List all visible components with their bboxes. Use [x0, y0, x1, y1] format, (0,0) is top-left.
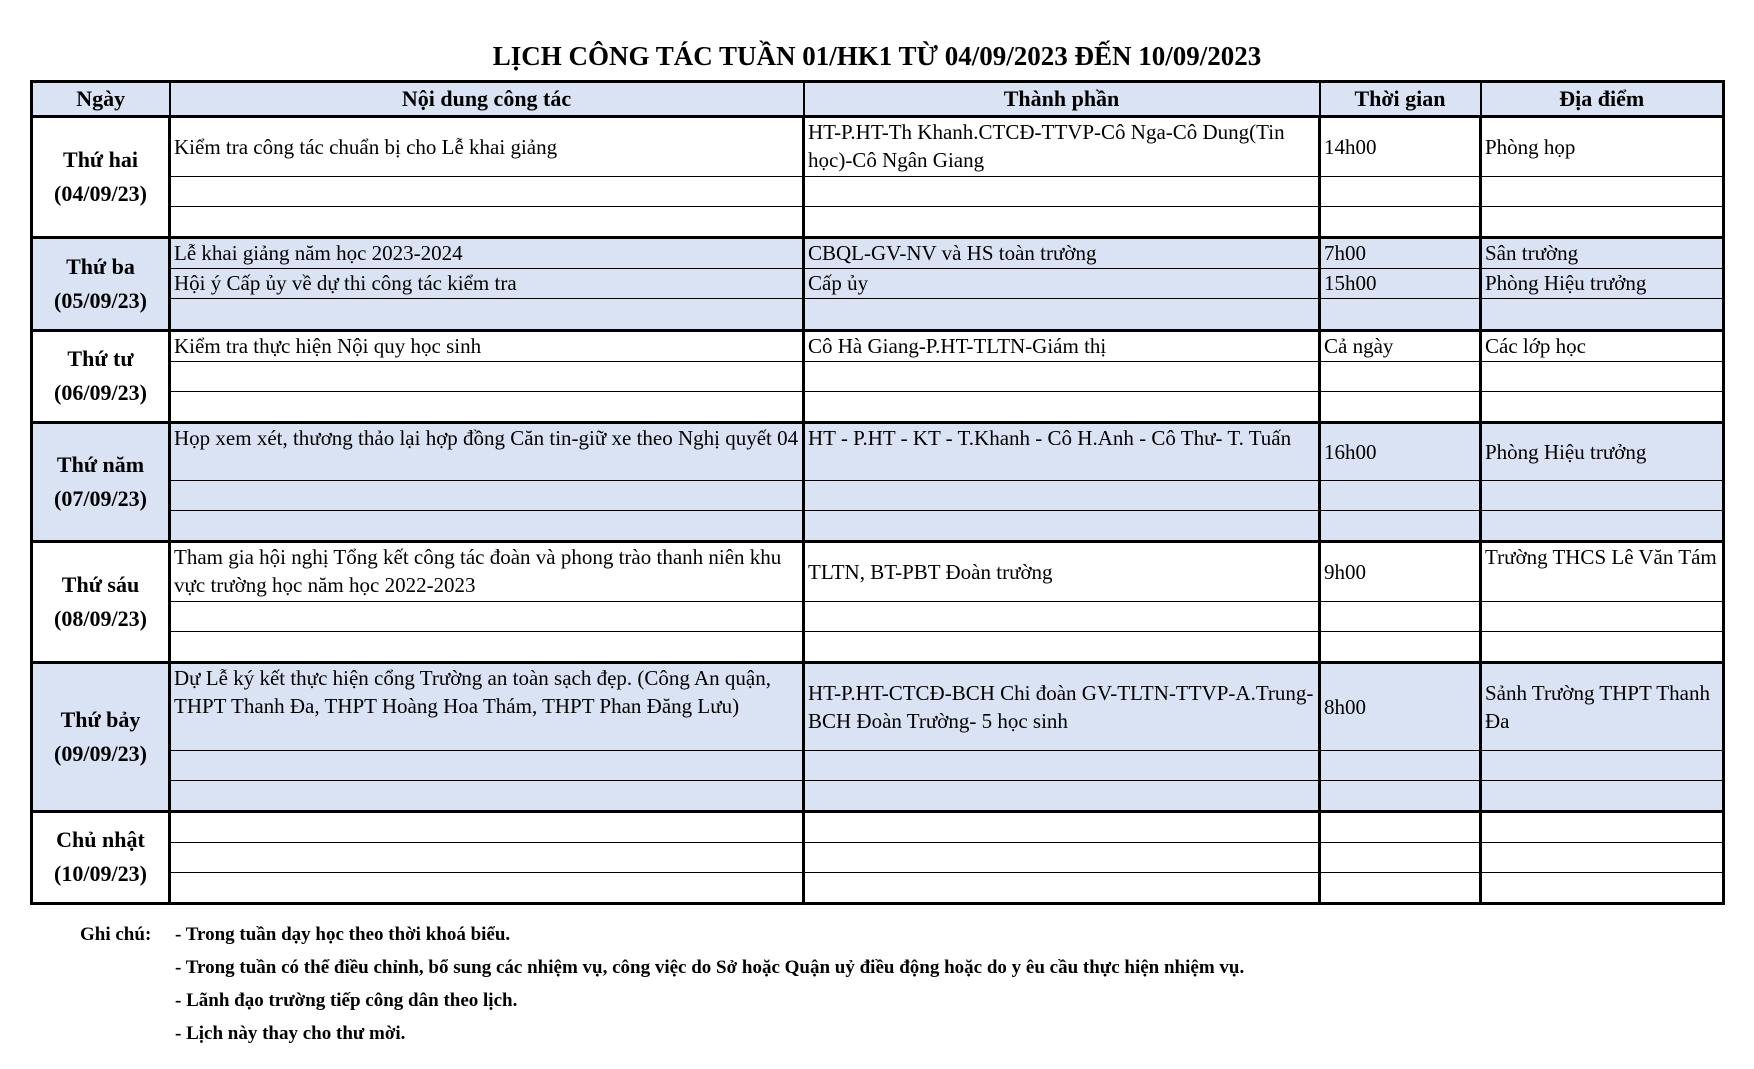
day-name: Thứ tư [67, 346, 134, 372]
day-date: (08/09/23) [54, 606, 147, 632]
notes-section [80, 918, 1244, 1050]
table-row [32, 602, 1724, 632]
content-cell: Tham gia hội nghị Tổng kết công tác đoàn và phong trào thanh niên khu vực trường học năm học 2022-2023 [170, 542, 804, 602]
schedule-table [30, 80, 1725, 905]
day-name: Thứ hai [63, 147, 138, 173]
members-cell: Cô Hà Giang-P.HT-TLTN-Giám thị [804, 330, 1320, 361]
header-members: Thành phần [804, 82, 1320, 117]
day-date: (07/09/23) [54, 485, 147, 511]
table-row [32, 422, 1724, 480]
time-cell: 14h00 [1320, 117, 1481, 177]
day-name: Chủ nhật [56, 827, 145, 853]
day-cell [32, 542, 170, 663]
content-cell: Dự Lễ ký kết thực hiện cổng Trường an toàn sạch đẹp. (Công An quận, THPT Thanh Đa, THPT Hoàng Hoa Thám, THPT Phan Đăng Lưu) [170, 663, 804, 750]
note-item: - Trong tuần có thể điều chỉnh, bổ sung các nhiệm vụ, công việc do Sở hoặc Quận uỷ điều động hoặc do y êu cầu thực hiện nhiệm vụ. [175, 957, 1245, 978]
header-row [32, 82, 1724, 117]
day-group-monday [32, 117, 1724, 238]
time-cell: 7h00 [1320, 238, 1481, 269]
note-item: - Lãnh đạo trường tiếp công dân theo lịch. [175, 990, 518, 1011]
day-date: (05/09/23) [54, 287, 147, 313]
members-cell: Cấp ủy [804, 269, 1320, 299]
header-content: Nội dung công tác [170, 82, 804, 117]
day-date: (10/09/23) [54, 861, 147, 887]
time-cell: 9h00 [1320, 542, 1481, 602]
header-time: Thời gian [1320, 82, 1481, 117]
content-cell: Hội ý Cấp ủy về dự thi công tác kiểm tra [170, 269, 804, 299]
table-row [32, 842, 1724, 872]
table-row [32, 542, 1724, 602]
header-day: Ngày [32, 82, 170, 117]
table-row [32, 872, 1724, 903]
content-cell: Họp xem xét, thương thảo lại hợp đồng Căn tin-giữ xe theo Nghị quyết 04 [170, 422, 804, 480]
place-cell: Trường THCS Lê Văn Tám [1481, 542, 1724, 602]
day-group-sunday [32, 811, 1724, 903]
table-row [32, 480, 1724, 510]
members-cell: HT-P.HT-Th Khanh.CTCĐ-TTVP-Cô Nga-Cô Dung(Tin học)-Cô Ngân Giang [804, 117, 1320, 177]
table-row [32, 750, 1724, 780]
table-row [32, 361, 1724, 391]
place-cell: Phòng Hiệu trưởng [1481, 422, 1724, 480]
time-cell: 15h00 [1320, 269, 1481, 299]
table-row [32, 632, 1724, 663]
content-cell: Kiểm tra thực hiện Nội quy học sinh [170, 330, 804, 361]
time-cell: Cả ngày [1320, 330, 1481, 361]
table-row [32, 811, 1724, 842]
day-group-wednesday [32, 330, 1724, 422]
place-cell: Phòng họp [1481, 117, 1724, 177]
day-cell [32, 663, 170, 811]
day-date: (06/09/23) [54, 380, 147, 406]
time-cell: 16h00 [1320, 422, 1481, 480]
day-cell [32, 238, 170, 330]
note-item: - Lịch này thay cho thư mời. [175, 1023, 406, 1044]
day-group-saturday [32, 663, 1724, 811]
day-group-friday [32, 542, 1724, 663]
note-item: - Trong tuần dạy học theo thời khoá biểu. [175, 924, 511, 945]
day-name: Thứ sáu [61, 572, 140, 598]
place-cell: Sân trường [1481, 238, 1724, 269]
table-row [32, 330, 1724, 361]
table-row [32, 663, 1724, 750]
place-cell: Phòng Hiệu trưởng [1481, 269, 1724, 299]
day-date: (04/09/23) [54, 181, 147, 207]
day-name: Thứ bảy [60, 707, 141, 733]
table-row [32, 269, 1724, 299]
table-row [32, 780, 1724, 811]
day-group-thursday [32, 422, 1724, 541]
day-name: Thứ ba [66, 253, 135, 279]
content-cell: Lễ khai giảng năm học 2023-2024 [170, 238, 804, 269]
place-cell: Các lớp học [1481, 330, 1724, 361]
day-cell [32, 422, 170, 541]
page-title: LỊCH CÔNG TÁC TUẦN 01/HK1 TỪ 04/09/2023 ĐẾN 10/09/2023 [492, 41, 1262, 71]
table-row [32, 117, 1724, 177]
members-cell: CBQL-GV-NV và HS toàn trường [804, 238, 1320, 269]
day-cell [32, 117, 170, 238]
time-cell: 8h00 [1320, 663, 1481, 750]
table-row [32, 510, 1724, 541]
day-name: Thứ năm [56, 451, 145, 477]
day-cell [32, 811, 170, 903]
members-cell: HT - P.HT - KT - T.Khanh - Cô H.Anh - Cô Thư- T. Tuấn [804, 422, 1320, 480]
notes-label: Ghi chú: [80, 924, 152, 945]
day-cell [32, 330, 170, 422]
day-group-tuesday [32, 238, 1724, 330]
content-cell: Kiểm tra công tác chuẩn bị cho Lễ khai giảng [170, 117, 804, 177]
day-date: (09/09/23) [54, 741, 147, 767]
table-row [32, 391, 1724, 422]
header-place: Địa điểm [1481, 82, 1724, 117]
table-row [32, 238, 1724, 269]
members-cell: TLTN, BT-PBT Đoàn trường [804, 542, 1320, 602]
table-row [32, 177, 1724, 207]
table-row [32, 207, 1724, 238]
place-cell: Sảnh Trường THPT Thanh Đa [1481, 663, 1724, 750]
table-row [32, 299, 1724, 330]
members-cell: HT-P.HT-CTCĐ-BCH Chi đoàn GV-TLTN-TTVP-A.Trung-BCH Đoàn Trường- 5 học sinh [804, 663, 1320, 750]
